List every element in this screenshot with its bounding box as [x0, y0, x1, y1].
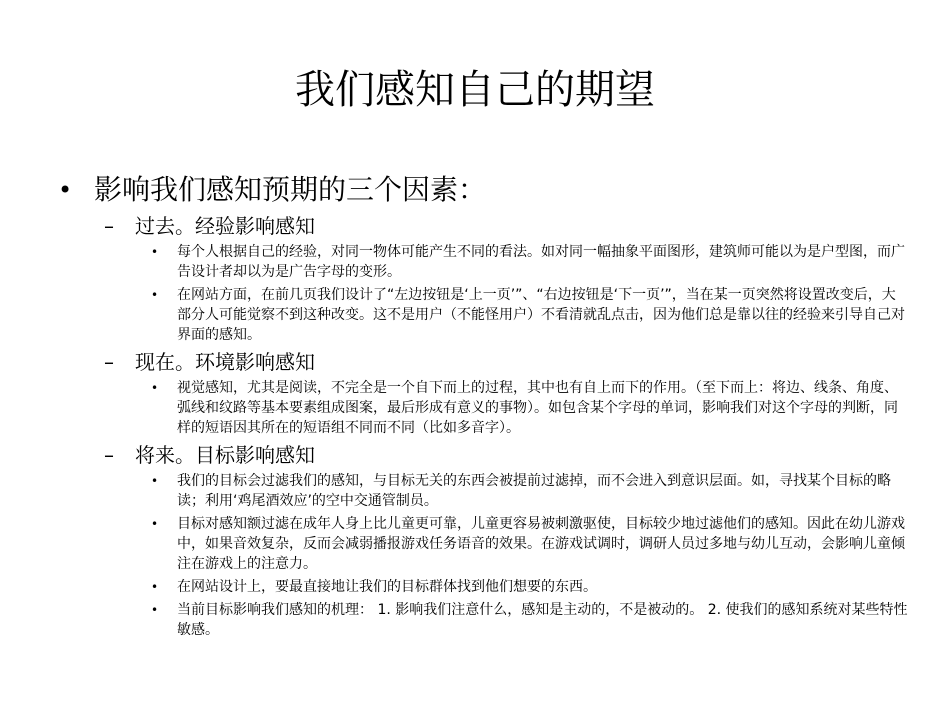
section-heading-text: 将来。目标影响感知	[135, 443, 315, 467]
section-heading-text: 现在。环境影响感知	[135, 350, 315, 374]
bullet-dot-icon: •	[151, 603, 159, 617]
slide-title: 我们感知自己的期望	[295, 67, 655, 113]
list-item	[58, 378, 908, 438]
slide-content	[58, 170, 908, 643]
list-item	[58, 471, 908, 511]
section-past-heading	[58, 212, 908, 240]
bullet-dot-icon: •	[151, 288, 159, 302]
bullet-dash-icon: –	[104, 443, 114, 467]
list-item-text: 在网站方面，在前几页我们设计了“左边按钮是‘上一页’”、“右边按钮是‘下一页’”，当在某一页突然将设置改变后，大部分人可能觉察不到这种改变。这不是用户（不能怪用户）不看清就乱点击，因为他们总是靠以往的经验来引导自己对界面的感知。	[177, 287, 905, 343]
main-point	[58, 170, 908, 210]
bullet-dash-icon: –	[104, 350, 114, 374]
list-item-text: 当前目标影响我们感知的机理： 1. 影响我们注意什么，感知是主动的，不是被动的。 2. 使我们的感知系统对某些特性敏感。	[177, 602, 908, 638]
bullet-dot-icon: •	[151, 245, 159, 259]
main-point-text: 影响我们感知预期的三个因素：	[94, 173, 487, 206]
section-heading-text: 过去。经验影响感知	[135, 214, 315, 238]
list-item	[58, 514, 908, 574]
section-future-heading	[58, 441, 908, 469]
list-item	[58, 242, 908, 282]
list-item	[58, 577, 908, 597]
section-present-heading	[58, 348, 908, 376]
bullet-dash-icon: –	[104, 214, 114, 238]
list-item-text: 在网站设计上，要最直接地让我们的目标群体找到他们想要的东西。	[177, 579, 597, 595]
list-item-text: 我们的目标会过滤我们的感知，与目标无关的东西会被提前过滤掉，而不会进入到意识层面。如，寻找某个目标的略读；利用‘鸡尾酒效应’的空中交通管制员。	[177, 473, 891, 509]
list-item-text: 每个人根据自己的经验，对同一物体可能产生不同的看法。如对同一幅抽象平面图形，建筑师可能以为是户型图，而广告设计者却以为是广告字母的变形。	[177, 244, 905, 280]
bullet-dot-icon: •	[58, 176, 73, 204]
list-item	[58, 600, 908, 640]
bullet-dot-icon: •	[151, 517, 159, 531]
bullet-dot-icon: •	[151, 474, 159, 488]
list-item	[58, 285, 908, 345]
list-item-text: 目标对感知额过滤在成年人身上比儿童更可靠，儿童更容易被刺激驱使，目标较少地过滤他们的感知。因此在幼儿游戏中，如果音效复杂，反而会减弱播报游戏任务语音的效果。在游戏试调时，调研人员过多地与幼儿互动，会影响儿童倾注在游戏上的注意力。	[177, 516, 905, 572]
bullet-dot-icon: •	[151, 381, 159, 395]
list-item-text: 视觉感知，尤其是阅读，不完全是一个自下而上的过程，其中也有自上而下的作用。（至下而上：将边、线条、角度、弧线和纹路等基本要素组成图案，最后形成有意义的事物）。如包含某个字母的单词，影响我们对这个字母的判断，同样的短语因其所在的短语组不同而不同（比如多音字）。	[177, 380, 898, 436]
bullet-dot-icon: •	[151, 580, 159, 594]
